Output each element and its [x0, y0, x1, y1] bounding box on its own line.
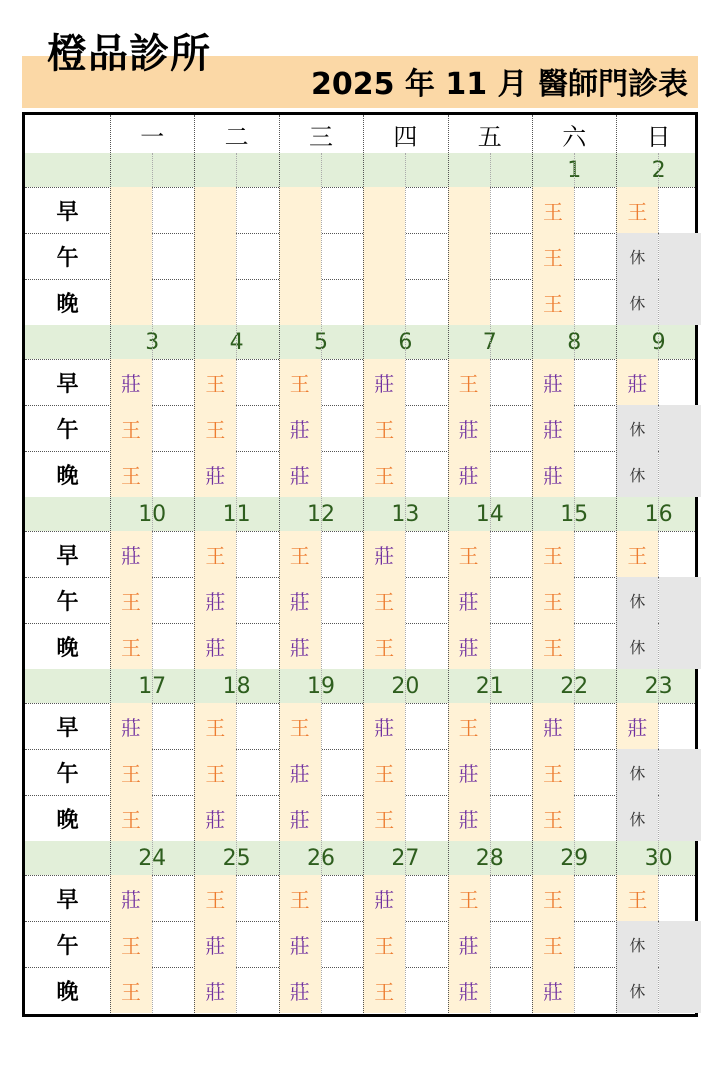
date-number: 16	[644, 501, 673, 527]
doctor-name: 王	[121, 807, 141, 832]
doctor-name: 莊	[543, 463, 563, 488]
column-divider	[616, 115, 617, 1013]
doctor-name: 休	[629, 935, 646, 955]
doctor-name: 王	[374, 761, 395, 786]
date-number: 25	[222, 845, 251, 871]
clinic-name: 橙品診所	[47, 31, 211, 77]
doctor-name: 莊	[458, 635, 479, 660]
column-divider	[448, 115, 449, 1013]
date-number: 27	[391, 845, 420, 871]
cell-left-half	[194, 233, 236, 279]
date-number: 5	[313, 329, 328, 355]
doctor-name: 休	[629, 419, 646, 439]
doctor-name: 莊	[121, 715, 141, 740]
half-divider	[321, 153, 322, 1013]
doctor-name: 莊	[543, 417, 563, 442]
session-label: 午	[56, 245, 79, 271]
weekday-header: 日	[646, 122, 671, 151]
doctor-name: 王	[289, 715, 310, 740]
doctor-name: 休	[629, 247, 646, 267]
date-row	[25, 669, 695, 703]
doctor-name: 莊	[458, 979, 479, 1004]
rest-shade	[659, 233, 701, 279]
doctor-name: 莊	[458, 933, 479, 958]
doctor-name: 莊	[289, 463, 310, 488]
date-number: 15	[560, 501, 589, 527]
rest-shade	[659, 749, 701, 795]
date-number: 14	[475, 501, 504, 527]
session-row	[25, 359, 695, 405]
cell-left-half	[363, 279, 405, 325]
cell-left-half	[363, 187, 405, 233]
doctor-name: 王	[289, 543, 310, 568]
session-label: 晚	[56, 979, 79, 1005]
doctor-name: 王	[289, 371, 310, 396]
doctor-name: 休	[629, 465, 646, 485]
date-number: 18	[222, 673, 251, 699]
date-number: 11	[222, 501, 251, 527]
date-number: 20	[391, 673, 420, 699]
doctor-name: 休	[629, 637, 646, 657]
doctor-name: 莊	[374, 715, 395, 740]
doctor-name: 王	[205, 761, 226, 786]
doctor-name: 莊	[458, 417, 479, 442]
session-label: 晚	[56, 807, 79, 833]
session-label: 午	[56, 417, 79, 443]
session-row	[25, 577, 695, 623]
cell-left-half	[110, 279, 152, 325]
doctor-name: 王	[458, 887, 479, 912]
session-label: 早	[56, 715, 79, 741]
doctor-name: 莊	[205, 589, 226, 614]
weekday-header: 五	[477, 122, 502, 151]
session-row	[25, 875, 695, 921]
doctor-name: 莊	[289, 589, 310, 614]
rest-shade	[659, 451, 701, 497]
schedule-table	[22, 112, 698, 1017]
doctor-name: 莊	[289, 933, 310, 958]
doctor-name: 王	[205, 715, 226, 740]
session-label: 午	[56, 933, 79, 959]
session-row	[25, 623, 695, 669]
doctor-name: 王	[543, 933, 563, 958]
date-number: 28	[475, 845, 504, 871]
doctor-name: 王	[374, 463, 395, 488]
rest-shade	[659, 279, 701, 325]
cell-left-half	[279, 233, 321, 279]
date-row	[25, 325, 695, 359]
doctor-name: 莊	[121, 371, 141, 396]
doctor-name: 王	[458, 371, 479, 396]
doctor-name: 休	[629, 981, 646, 1001]
doctor-name: 王	[543, 543, 563, 568]
doctor-name: 莊	[374, 543, 395, 568]
doctor-name: 莊	[205, 635, 226, 660]
weekday-header-row	[25, 115, 695, 153]
date-number: 7	[482, 329, 497, 355]
rest-shade	[659, 577, 701, 623]
doctor-name: 莊	[458, 807, 479, 832]
session-row	[25, 921, 695, 967]
weekday-header: 二	[224, 122, 249, 151]
session-row	[25, 703, 695, 749]
doctor-name: 王	[543, 199, 563, 224]
doctor-name: 王	[458, 715, 479, 740]
doctor-name: 王	[121, 635, 141, 660]
column-divider	[532, 115, 533, 1013]
doctor-name: 王	[205, 417, 226, 442]
date-number: 12	[306, 501, 335, 527]
doctor-name: 王	[121, 933, 141, 958]
half-divider	[490, 153, 491, 1013]
doctor-name: 莊	[374, 887, 395, 912]
weekday-header: 一	[140, 122, 165, 151]
session-label: 晚	[56, 291, 79, 317]
doctor-name: 莊	[289, 761, 310, 786]
column-divider	[110, 115, 111, 1013]
date-number: 23	[644, 673, 673, 699]
half-divider	[236, 153, 237, 1013]
date-number: 6	[398, 329, 413, 355]
doctor-name: 王	[374, 417, 395, 442]
session-row	[25, 531, 695, 577]
half-divider	[574, 153, 575, 1013]
doctor-name: 王	[121, 417, 141, 442]
cell-left-half	[110, 187, 152, 233]
session-label: 晚	[56, 463, 79, 489]
doctor-name: 莊	[627, 371, 648, 396]
doctor-name: 莊	[121, 887, 141, 912]
date-number: 13	[391, 501, 420, 527]
half-divider	[658, 153, 659, 1013]
doctor-name: 莊	[543, 979, 563, 1004]
session-label: 晚	[56, 635, 79, 661]
column-divider	[363, 115, 364, 1013]
cell-left-half	[448, 187, 490, 233]
doctor-name: 莊	[205, 933, 226, 958]
date-number: 10	[138, 501, 167, 527]
doctor-name: 莊	[289, 635, 310, 660]
doctor-name: 王	[374, 635, 395, 660]
session-label: 早	[56, 543, 79, 569]
session-label: 早	[56, 887, 79, 913]
column-divider	[194, 115, 195, 1013]
cell-left-half	[279, 187, 321, 233]
doctor-name: 休	[629, 763, 646, 783]
session-label: 早	[56, 371, 79, 397]
date-row	[25, 841, 695, 875]
cell-left-half	[194, 187, 236, 233]
half-divider	[405, 153, 406, 1013]
session-row	[25, 405, 695, 451]
doctor-name: 莊	[205, 979, 226, 1004]
date-number: 1	[567, 157, 582, 183]
doctor-name: 莊	[205, 463, 226, 488]
cell-left-half	[279, 279, 321, 325]
doctor-name: 王	[121, 761, 141, 786]
doctor-name: 王	[374, 979, 395, 1004]
column-divider	[279, 115, 280, 1013]
doctor-name: 王	[374, 807, 395, 832]
date-number: 9	[651, 329, 666, 355]
doctor-name: 王	[121, 589, 141, 614]
cell-left-half	[363, 233, 405, 279]
session-label: 午	[56, 761, 79, 787]
doctor-name: 王	[543, 589, 563, 614]
session-row	[25, 749, 695, 795]
weekday-header: 四	[393, 122, 418, 151]
date-number: 22	[560, 673, 589, 699]
cell-left-half	[194, 279, 236, 325]
rest-shade	[659, 967, 701, 1013]
rest-shade	[659, 623, 701, 669]
date-number: 21	[475, 673, 504, 699]
page-title: 2025 年 11 月 醫師門診表	[310, 67, 688, 102]
doctor-name: 莊	[458, 463, 479, 488]
date-row	[25, 153, 695, 187]
doctor-name: 休	[629, 293, 646, 313]
rest-shade	[659, 921, 701, 967]
date-row	[25, 497, 695, 531]
doctor-name: 王	[374, 589, 395, 614]
doctor-name: 王	[458, 543, 479, 568]
doctor-name: 王	[289, 887, 310, 912]
session-label: 午	[56, 589, 79, 615]
doctor-name: 莊	[627, 715, 648, 740]
date-number: 2	[651, 157, 666, 183]
doctor-name: 莊	[458, 589, 479, 614]
date-number: 17	[138, 673, 167, 699]
doctor-name: 王	[543, 635, 563, 660]
rest-shade	[659, 795, 701, 841]
doctor-name: 王	[205, 371, 226, 396]
session-row	[25, 451, 695, 497]
session-row	[25, 279, 695, 325]
doctor-name: 王	[543, 761, 563, 786]
doctor-name: 莊	[289, 807, 310, 832]
cell-left-half	[448, 233, 490, 279]
date-number: 26	[306, 845, 335, 871]
cell-left-half	[110, 233, 152, 279]
rest-shade	[659, 405, 701, 451]
weekday-header: 三	[308, 122, 333, 151]
doctor-name: 王	[121, 979, 141, 1004]
doctor-name: 王	[374, 933, 395, 958]
doctor-name: 王	[205, 543, 226, 568]
half-divider	[152, 153, 153, 1013]
doctor-name: 王	[543, 291, 563, 316]
doctor-name: 王	[543, 245, 563, 270]
date-number: 24	[138, 845, 167, 871]
doctor-name: 王	[121, 463, 141, 488]
doctor-name: 休	[629, 591, 646, 611]
doctor-name: 莊	[205, 807, 226, 832]
date-number: 19	[306, 673, 335, 699]
session-row	[25, 233, 695, 279]
doctor-name: 莊	[458, 761, 479, 786]
corner-cell	[25, 115, 110, 153]
doctor-name: 王	[543, 887, 563, 912]
doctor-name: 王	[627, 543, 648, 568]
cell-left-half	[448, 279, 490, 325]
date-number: 30	[644, 845, 673, 871]
doctor-name: 莊	[374, 371, 395, 396]
doctor-name: 王	[543, 807, 563, 832]
doctor-name: 莊	[289, 979, 310, 1004]
date-number: 3	[145, 329, 160, 355]
session-row	[25, 187, 695, 233]
session-label: 早	[56, 199, 79, 225]
doctor-name: 莊	[543, 715, 563, 740]
date-number: 8	[567, 329, 582, 355]
session-row	[25, 967, 695, 1013]
date-number: 29	[560, 845, 589, 871]
doctor-name: 莊	[121, 543, 141, 568]
doctor-name: 王	[205, 887, 226, 912]
doctor-name: 休	[629, 809, 646, 829]
date-number: 4	[229, 329, 244, 355]
doctor-name: 王	[627, 199, 648, 224]
doctor-name: 王	[627, 887, 648, 912]
weekday-header: 六	[562, 122, 587, 151]
doctor-name: 莊	[289, 417, 310, 442]
doctor-name: 莊	[543, 371, 563, 396]
session-row	[25, 795, 695, 841]
